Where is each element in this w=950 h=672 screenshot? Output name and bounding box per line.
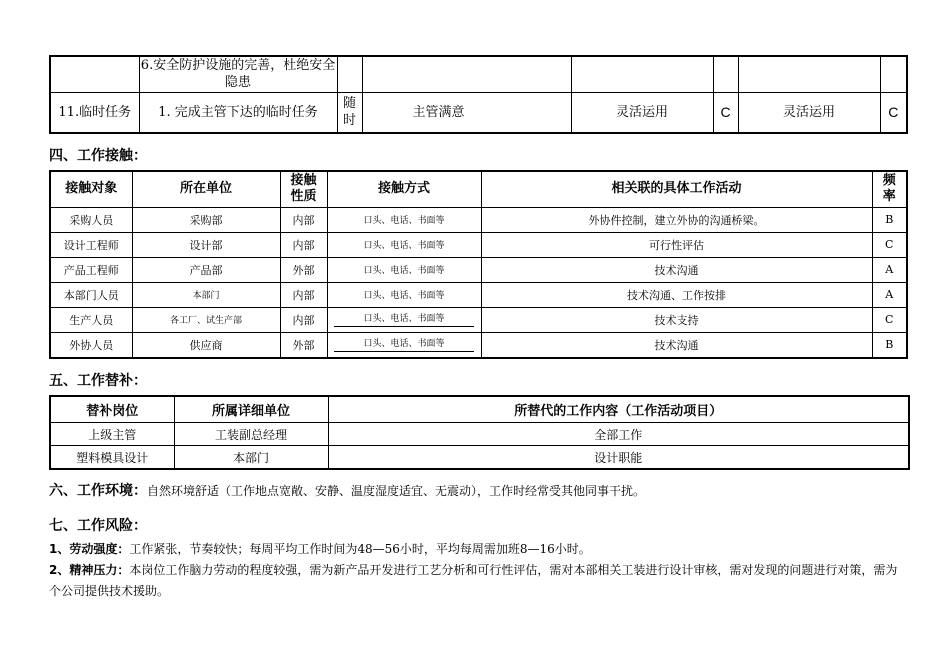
contact-table <box>49 170 908 359</box>
section-7-body <box>49 539 909 602</box>
task-cell <box>50 56 139 92</box>
contact-header: 频率 <box>872 171 907 207</box>
substitute-position: 塑料模具设计 <box>50 446 174 470</box>
contact-person: 产品工程师 <box>50 257 132 282</box>
section-6-text: 自然环境舒适（工作地点宽敞、安静、温度湿度适宜、无震动），工作时经常受其他同事干扰。 <box>147 484 646 498</box>
contact-unit: 采购部 <box>132 207 280 232</box>
substitute-header: 替补岗位 <box>50 396 174 423</box>
task-timing: 随时 <box>337 92 362 133</box>
task-cell <box>362 56 571 92</box>
contact-method: 口头、电话、书面等 <box>327 207 481 232</box>
task-name: 11.临时任务 <box>50 92 139 133</box>
contact-activity: 技术沟通 <box>481 332 872 358</box>
task-cell <box>738 56 880 92</box>
section-4-title: 四、工作接触： <box>49 148 147 164</box>
task-row <box>50 92 907 133</box>
contact-unit: 供应商 <box>132 332 280 358</box>
risk-item-2 <box>49 560 909 602</box>
contact-activity: 技术沟通 <box>481 257 872 282</box>
contact-type: 内部 <box>280 232 327 257</box>
contact-method <box>327 307 481 332</box>
contact-unit: 各工厂、试生产部 <box>132 307 280 332</box>
substitute-row <box>50 423 909 446</box>
task-skill: 灵活运用 <box>571 92 713 133</box>
section-5-title: 五、工作替补： <box>49 373 147 389</box>
contact-person: 本部门人员 <box>50 282 132 307</box>
risk-item-1-text: 工作紧张，节奏较快；每周平均工作时间为48—56小时，平均每周需加班8—16小时。 <box>129 542 591 556</box>
task-level: C <box>713 92 738 133</box>
substitute-position: 上级主管 <box>50 423 174 446</box>
contact-frequency: B <box>872 207 907 232</box>
task-cell <box>880 56 907 92</box>
substitute-unit: 本部门 <box>174 446 328 470</box>
contact-header-row <box>50 171 907 207</box>
contact-row <box>50 282 907 307</box>
contact-row <box>50 207 907 232</box>
contact-type: 内部 <box>280 307 327 332</box>
contact-method: 口头、电话、书面等 <box>327 282 481 307</box>
substitute-header-row <box>50 396 909 423</box>
contact-row <box>50 232 907 257</box>
substitute-content: 全部工作 <box>328 423 909 446</box>
section-6-title: 六、工作环境： <box>49 483 147 499</box>
section-7-title: 七、工作风险： <box>49 518 147 534</box>
contact-method-text: 口头、电话、书面等 <box>334 313 474 327</box>
contact-row <box>50 257 907 282</box>
contact-header: 相关联的具体工作活动 <box>481 171 872 207</box>
contact-person: 设计工程师 <box>50 232 132 257</box>
contact-person: 生产人员 <box>50 307 132 332</box>
contact-method: 口头、电话、书面等 <box>327 257 481 282</box>
task-level: C <box>880 92 907 133</box>
substitute-header: 所替代的工作内容（工作活动项目） <box>328 396 909 423</box>
contact-person: 外协人员 <box>50 332 132 358</box>
contact-type: 内部 <box>280 207 327 232</box>
substitute-content: 设计职能 <box>328 446 909 470</box>
contact-method-text: 口头、电话、书面等 <box>334 338 474 352</box>
contact-header: 接触性质 <box>280 171 327 207</box>
substitute-table <box>49 395 910 470</box>
contact-activity: 技术支持 <box>481 307 872 332</box>
task-cell <box>337 56 362 92</box>
substitute-row <box>50 446 909 470</box>
contact-frequency: B <box>872 332 907 358</box>
contact-type: 内部 <box>280 282 327 307</box>
contact-type: 外部 <box>280 257 327 282</box>
task-row <box>50 56 907 92</box>
contact-header: 所在单位 <box>132 171 280 207</box>
substitute-unit: 工装副总经理 <box>174 423 328 446</box>
contact-unit: 本部门 <box>132 282 280 307</box>
contact-activity: 外协件控制，建立外协的沟通桥梁。 <box>481 207 872 232</box>
risk-item-1 <box>49 539 909 560</box>
task-cell <box>713 56 738 92</box>
contact-unit: 产品部 <box>132 257 280 282</box>
contact-header: 接触对象 <box>50 171 132 207</box>
substitute-header: 所属详细单位 <box>174 396 328 423</box>
contact-activity: 技术沟通、工作按排 <box>481 282 872 307</box>
contact-frequency: C <box>872 232 907 257</box>
contact-frequency: A <box>872 282 907 307</box>
contact-frequency: A <box>872 257 907 282</box>
task-description: 6.安全防护设施的完善，杜绝安全隐患 <box>139 56 337 92</box>
contact-unit: 设计部 <box>132 232 280 257</box>
contact-person: 采购人员 <box>50 207 132 232</box>
contact-type: 外部 <box>280 332 327 358</box>
risk-item-2-label: 2、精神压力： <box>49 563 130 577</box>
task-table <box>49 55 908 134</box>
contact-frequency: C <box>872 307 907 332</box>
task-description: 1. 完成主管下达的临时任务 <box>139 92 337 133</box>
contact-method: 口头、电话、书面等 <box>327 232 481 257</box>
contact-method <box>327 332 481 358</box>
task-cell <box>571 56 713 92</box>
risk-item-2-text: 本岗位工作脑力劳动的程度较强，需为新产品开发进行工艺分析和可行性评估，需对本部相关工装进行设计审核，需对发现的问题进行对策，需为个公司提供技术援助。 <box>49 563 898 598</box>
section-6 <box>49 480 645 500</box>
contact-activity: 可行性评估 <box>481 232 872 257</box>
task-standard: 主管满意 <box>362 92 571 133</box>
task-skill: 灵活运用 <box>738 92 880 133</box>
contact-header: 接触方式 <box>327 171 481 207</box>
contact-row <box>50 307 907 332</box>
contact-row <box>50 332 907 358</box>
risk-item-1-label: 1、劳动强度： <box>49 542 130 556</box>
